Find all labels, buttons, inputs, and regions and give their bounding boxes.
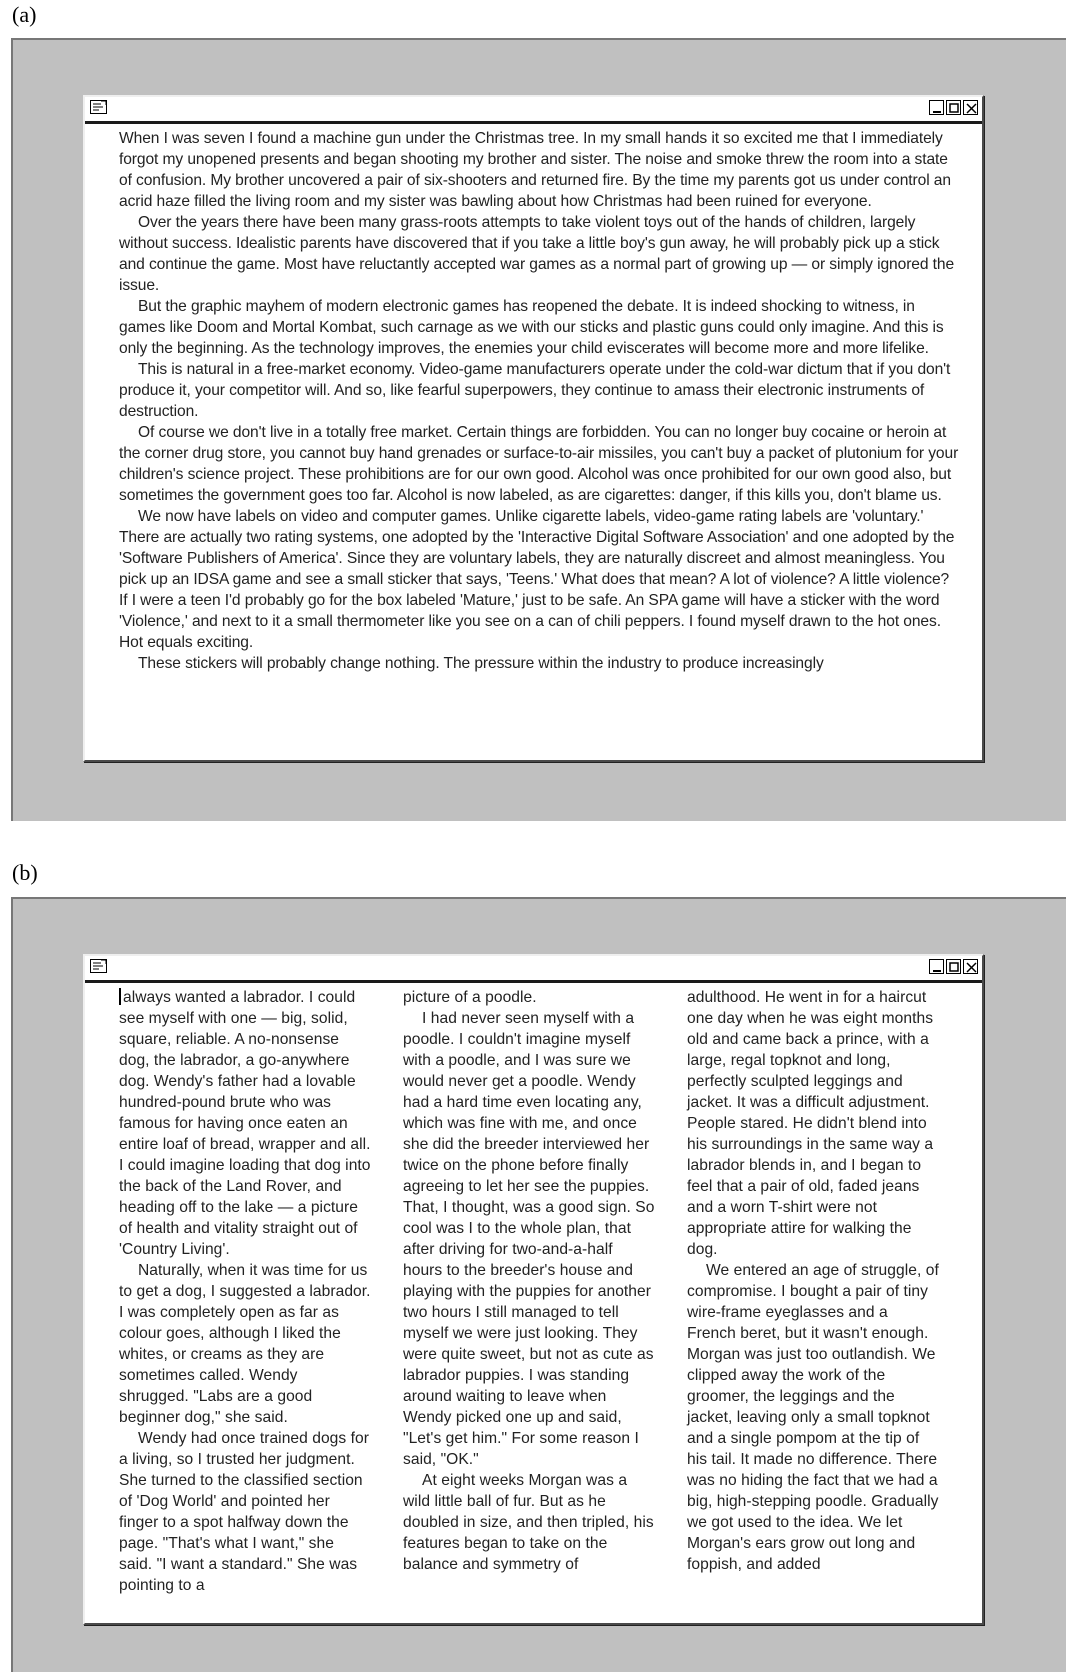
desktop-background-a: [11, 38, 1066, 821]
paragraph: This is natural in a free-market economy. Video-game manufacturers operate under the cold-war dictum that if you don't produce it, your competitor will. And so, like fearful superpowers, they continue to amass their electronic instruments of destruction.: [119, 361, 951, 420]
document-icon[interactable]: [90, 100, 107, 114]
paragraph: adulthood. He went in for a haircut one day when he was eight months old and came back a prince, with a large, regal topknot and long, perfectly sculpted leggings and jacket. It was a difficult adjustment. People stared. He didn't blend into his surroundings in the same way a labrador blends in, and I began to feel that a pair of old, faded jeans and a worn T-shirt were not appropriate attire for walking the dog.: [687, 989, 934, 1258]
document-window-a[interactable]: [83, 95, 984, 762]
desktop-background-b: [11, 897, 1066, 1672]
panel-label-b: (b): [12, 860, 38, 885]
document-window-b[interactable]: [83, 954, 984, 1625]
paragraph: But the graphic mayhem of modern electronic games has reopened the debate. It is indeed shocking to witness, in games like Doom and Mortal Kombat, such carnage as we with our sticks and plastic guns could only imagine. And this is only the beginning. As the technology improves, the enemies your child eviscerates will become more and more lifelike.: [119, 298, 944, 357]
paragraph: We now have labels on video and computer games. Unlike cigarette labels, video-game rating labels are 'voluntary.' There are actually two rating systems, one adopted by the 'Interactive Digital Software Association' and one adopted by the 'Software Publishers of America'. Since they are voluntary labels, they are naturally discreet and almost meaningless. You pick up an IDSA game and see a small sticker that says, 'Teens.' What does that mean? A lot of violence? A little violence? If I were a teen I'd probably go for the box labeled 'Mature,' just to be safe. An SPA game will have a sticker with the word 'Violence,' and next to it a small thermometer like you see on a can of chili peppers. I found myself drawn to the hot ones. Hot equals exciting.: [119, 508, 955, 651]
paragraph: Wendy had once trained dogs for a living, so I trusted her judgment. She turned to the classified section of 'Dog World' and pointed her finger to a spot halfway down the page. "That's what I want," she said. "I want a standard." She was pointing to a: [119, 1430, 369, 1594]
close-icon: [964, 101, 979, 116]
minimize-button[interactable]: [929, 100, 944, 115]
maximize-button[interactable]: [946, 100, 961, 115]
paragraph: Over the years there have been many grass-roots attempts to take violent toys out of the hands of children, largely without success. Idealistic parents have discovered that if you take a little boy's gun away, he will probably pick up a stick and continue the game. Most have reluctantly accepted war games as a normal part of growing up — or simply ignored the issue.: [119, 214, 955, 294]
minimize-button[interactable]: [929, 959, 944, 974]
paragraph: picture of a poodle.: [403, 989, 537, 1006]
paragraph: [119, 987, 371, 1260]
minimize-icon: [930, 101, 945, 116]
text-cursor: [119, 988, 121, 1005]
paragraph: Naturally, when it was time for us to get a dog, I suggested a labrador. I was completely open as far as colour goes, although I liked the whites, or creams as they are sometimes called. Wendy shrugged. "Labs are a good beginner dog," she said.: [119, 1262, 371, 1426]
paragraph: At eight weeks Morgan was a wild little ball of fur. But as he doubled in size, and then tripled, his features began to take on the balance and symmetry of: [403, 1472, 654, 1573]
paragraph: These stickers will probably change nothing. The pressure within the industry to produce increasingly: [138, 655, 824, 672]
text-column-2: [403, 987, 655, 1575]
window-titlebar[interactable]: [85, 97, 982, 124]
close-icon: [964, 960, 979, 975]
document-icon[interactable]: [90, 959, 107, 973]
single-column-text: [119, 128, 959, 674]
maximize-icon: [947, 960, 962, 975]
maximize-button[interactable]: [946, 959, 961, 974]
minimize-icon: [930, 960, 945, 975]
window-controls: [929, 100, 978, 115]
window-controls: [929, 959, 978, 974]
window-titlebar[interactable]: [85, 956, 982, 983]
paragraph: We entered an age of struggle, of compromise. I bought a pair of tiny wire-frame eyeglasses and a French beret, but it wasn't enough. Morgan was just too outlandish. We clipped away the work of the groomer, the leggings and the jacket, leaving only a small topknot and a single pompom at the tip of his tail. It made no difference. There was no hiding the fact that we had a big, high-stepping poodle. Gradually we got used to the idea. We let Morgan's ears grow out long and foppish, and added: [687, 1262, 939, 1573]
document-text-area[interactable]: [85, 124, 982, 760]
close-button[interactable]: [963, 100, 978, 115]
paragraph: When I was seven I found a machine gun under the Christmas tree. In my small hands it so excited me that I immediately forgot my unopened presents and began shooting my brother and sister. The noise and smoke threw the room into a state of confusion. My brother uncovered a pair of six-shooters and returned fire. By the time my parents got us under control an acrid haze filled the living room and my sister was bawling about how Christmas had been ruined for everyone.: [119, 130, 951, 210]
maximize-icon: [947, 101, 962, 116]
paragraph: I had never seen myself with a poodle. I couldn't imagine myself with a poodle, and I was sure we would never get a poodle. Wendy had a hard time even locating any, which was fine with me, and once she did the breeder interviewed her twice on the phone before finally agreeing to let her see the puppies. That, I thought, was a good sign. So cool was I to the whole plan, that after driving for two-and-a-half hours to the breeder's house and playing with the puppies for another two hours I still managed to tell myself we were just looking. They were quite sweet, but not as cute as labrador puppies. I was standing around waiting to leave when Wendy picked one up and said, "Let's get him." For some reason I said, "OK.": [403, 1010, 655, 1468]
paragraph: Of course we don't live in a totally free market. Certain things are forbidden. You can no longer buy cocaine or heroin at the corner drug store, you cannot buy hand grenades or surface-to-air missiles, you can't buy a packet of plutonium for your children's science project. These prohibitions are for our own good. Alcohol was once prohibited for our own good also, but sometimes the government goes too far. Alcohol is now labeled, as are cigarettes: danger, if this kills you, don't blame us.: [119, 424, 959, 504]
close-button[interactable]: [963, 959, 978, 974]
paragraph-text: always wanted a labrador. I could see myself with one — big, solid, square, reliable. A no-nonsense dog, the labrador, a go-anywhere dog. Wendy's father had a lovable hundred-pound brute who was famous for having once eaten an entire loaf of bread, wrapper and all. I could imagine loading that dog into the back of the Land Rover, and heading off to the lake — a picture of health and vitality straight out of 'Country Living'.: [119, 989, 371, 1258]
document-text-area[interactable]: [85, 983, 982, 1623]
text-column-3: [687, 987, 939, 1575]
panel-label-a: (a): [12, 2, 37, 27]
text-column-1: [119, 987, 371, 1596]
